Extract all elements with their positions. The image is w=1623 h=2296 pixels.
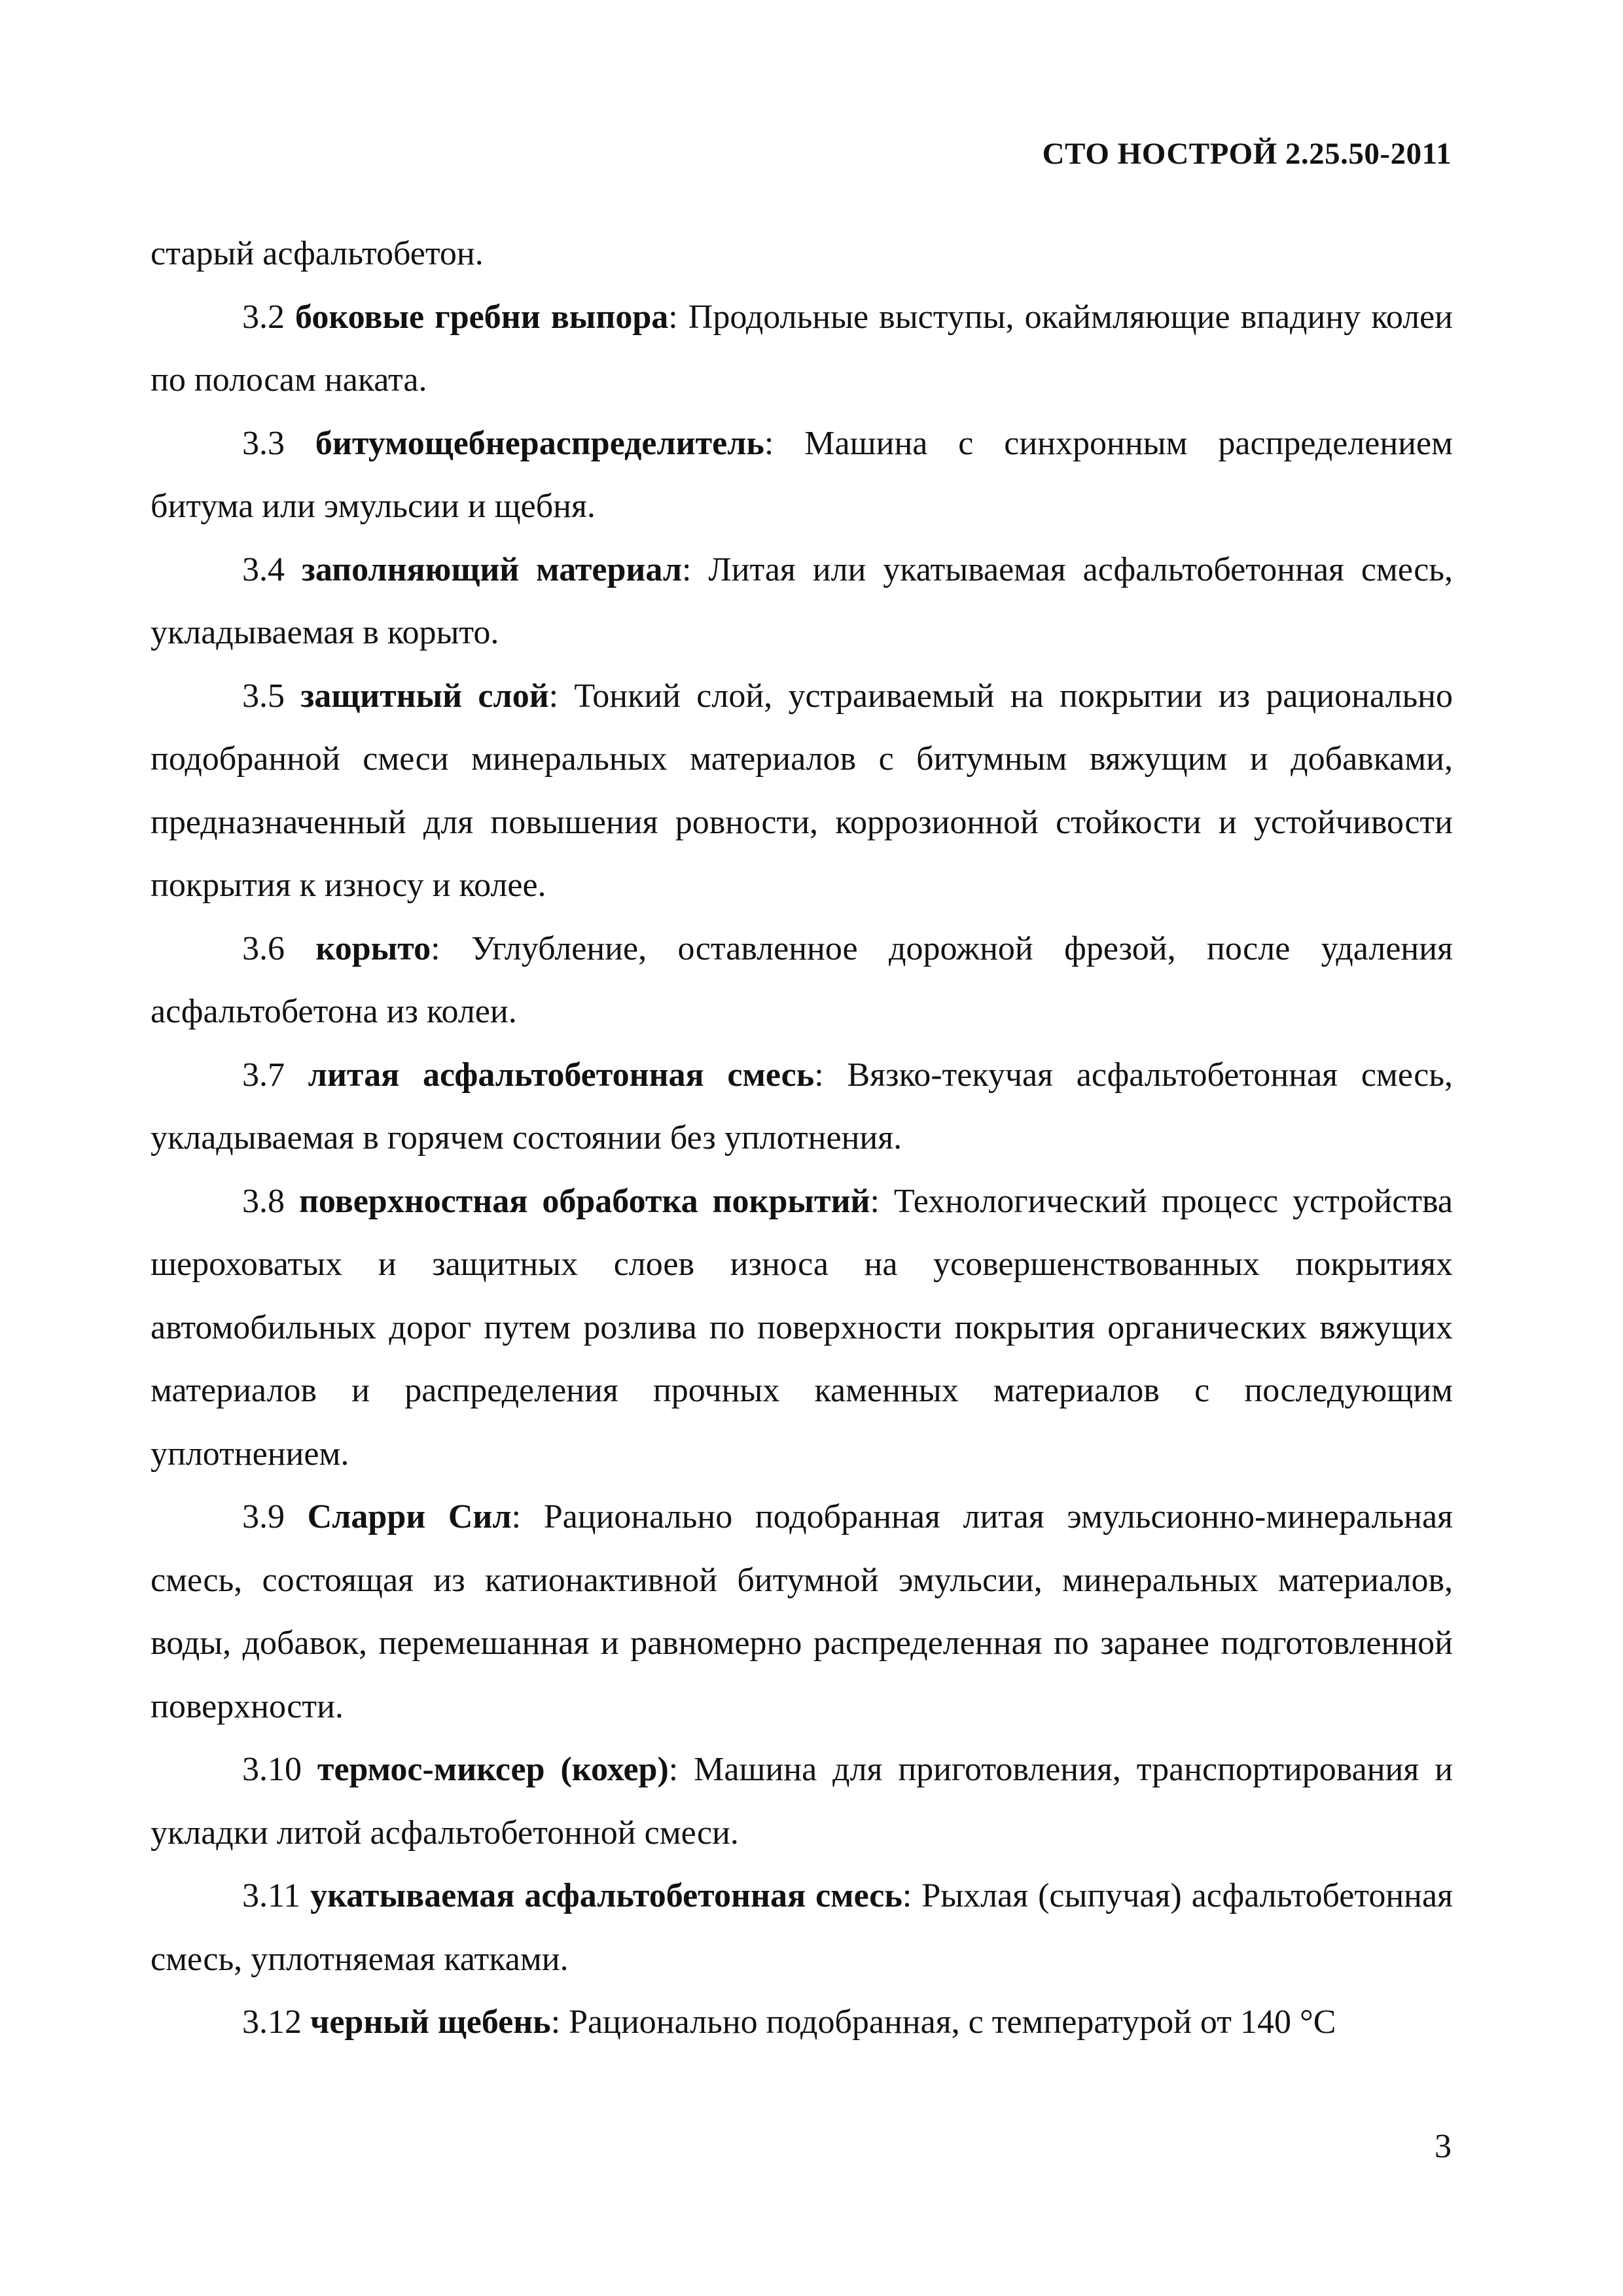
definition-number: 3.9 [242,1498,285,1535]
definition-text: Машина для приготовления, транспортирования и укладки литой асфальтобетонной смеси. [151,1751,1454,1852]
definition-text: Продольные выступы, окаймляющие впадину колеи по полосам наката. [151,298,1454,399]
definition-text: Рыхлая (сыпучая) асфальтобетонная смесь, уплотняемая катками. [151,1877,1454,1978]
definition-3-9: 3.9 Сларри Сил: Рационально подобранная литая эмульсионно-минеральная смесь, состоящая из катионактивной битумной эмульсии, минеральных материалов, воды, добавок, перемешанная и равномерно распределенная по заранее подготовленной поверхности. [151,1498,1454,1725]
definition-text: Рационально подобранная, с температурой от 140 °С [569,2003,1336,2041]
definition-term: укатываемая асфальтобетонная смесь [310,1877,902,1914]
document-code-header: СТО НОСТРОЙ 2.25.50-2011 [1042,137,1452,171]
definition-text: Тонкий слой, устраиваемый на покрытии из рационально подобранной смеси минеральных материалов с битумным вяжущим и добавками, предназначенный для повышения ровности, коррозионной стойкости и устойчивости покрытия к износу и колее. [151,677,1453,904]
definition-text: Технологический процесс устройства шероховатых и защитных слоев износа на усовершенствованных покрытиях автомобильных дорог путем розлива по поверхности покрытия органических вяжущих материалов и распределения прочных каменных материалов с последующим уплотнением. [151,1182,1454,1473]
definition-term: корыто [315,929,431,967]
definition-number: 3.8 [242,1182,285,1220]
definition-term: защитный слой [300,677,549,715]
continuation-text: старый асфальтобетон. [151,235,484,272]
definition-term: поверхностная обработка покрытий [298,1182,870,1220]
page-number: 3 [1435,2128,1452,2165]
definition-3-5: 3.5 защитный слой: Тонкий слой, устраиваемый на покрытии из рационально подобранной смеси минеральных материалов с битумным вяжущим и добавками, предназначенный для повышения ровности, коррозионной стойкости и устойчивости покрытия к износу и колее. [151,677,1453,904]
definition-term: заполняющий материал [301,550,683,588]
definition-text: Машина с синхронным распределением битума или эмульсии и щебня. [151,424,1453,525]
definitions-body [151,223,1453,2054]
definition-text: Литая или укатываемая асфальтобетонная смесь, укладываемая в корыто. [151,550,1454,651]
definition-term: термос-миксер (кохер) [317,1751,669,1788]
definition-term: черный щебень [310,2003,551,2041]
definition-number: 3.11 [242,1877,301,1914]
definition-number: 3.6 [242,929,285,967]
definition-term: литая асфальтобетонная смесь [308,1056,815,1094]
definition-term: боковые гребни выпора [295,298,669,336]
definition-3-6: 3.6 корыто: Углубление, оставленное дорожной фрезой, после удаления асфальтобетона из колеи. [151,929,1454,1030]
definition-3-11: 3.11 укатываемая асфальтобетонная смесь: Рыхлая (сыпучая) асфальтобетонная смесь, уплотняемая катками. [151,1877,1454,1978]
definition-text: Рационально подобранная литая эмульсионно-минеральная смесь, состоящая из катионактивной битумной эмульсии, минеральных материалов, воды, добавок, перемешанная и равномерно распределенная по заранее подготовленной поверхности. [151,1498,1454,1725]
definition-number: 3.4 [242,550,285,588]
definition-term: битумощебнераспределитель [315,424,764,462]
definition-number: 3.5 [242,677,285,715]
definition-number: 3.2 [242,298,285,336]
definition-3-10: 3.10 термос-миксер (кохер): Машина для приготовления, транспортирования и укладки литой асфальтобетонной смеси. [151,1751,1454,1852]
definition-3-2: 3.2 боковые гребни выпора: Продольные выступы, окаймляющие впадину колеи по полосам наката. [151,298,1454,399]
definition-number: 3.10 [242,1751,302,1788]
definition-text: Углубление, оставленное дорожной фрезой, после удаления асфальтобетона из колеи. [151,929,1454,1030]
definition-term: Сларри Сил [307,1498,512,1535]
definition-3-7: 3.7 литая асфальтобетонная смесь: Вязко-текучая асфальтобетонная смесь, укладываемая в горячем состоянии без уплотнения. [151,1056,1453,1157]
definition-3-4: 3.4 заполняющий материал: Литая или укатываемая асфальтобетонная смесь, укладываемая в корыто. [151,550,1454,651]
definition-text: Вязко-текучая асфальтобетонная смесь, укладываемая в горячем состоянии без уплотнения. [151,1056,1453,1157]
definition-3-8: 3.8 поверхностная обработка покрытий: Технологический процесс устройства шероховатых и защитных слоев износа на усовершенствованных покрытиях автомобильных дорог путем розлива по поверхности покрытия органических вяжущих материалов и распределения прочных каменных материалов с последующим уплотнением. [151,1182,1454,1473]
definition-3-3: 3.3 битумощебнераспределитель: Машина с синхронным распределением битума или эмульсии и щебня. [151,424,1453,525]
definition-3-12: 3.12 черный щебень: Рационально подобранная, с температурой от 140 °С [242,2003,1336,2041]
definition-number: 3.3 [242,424,285,462]
definition-number: 3.7 [242,1056,285,1094]
definition-number: 3.12 [242,2003,302,2041]
